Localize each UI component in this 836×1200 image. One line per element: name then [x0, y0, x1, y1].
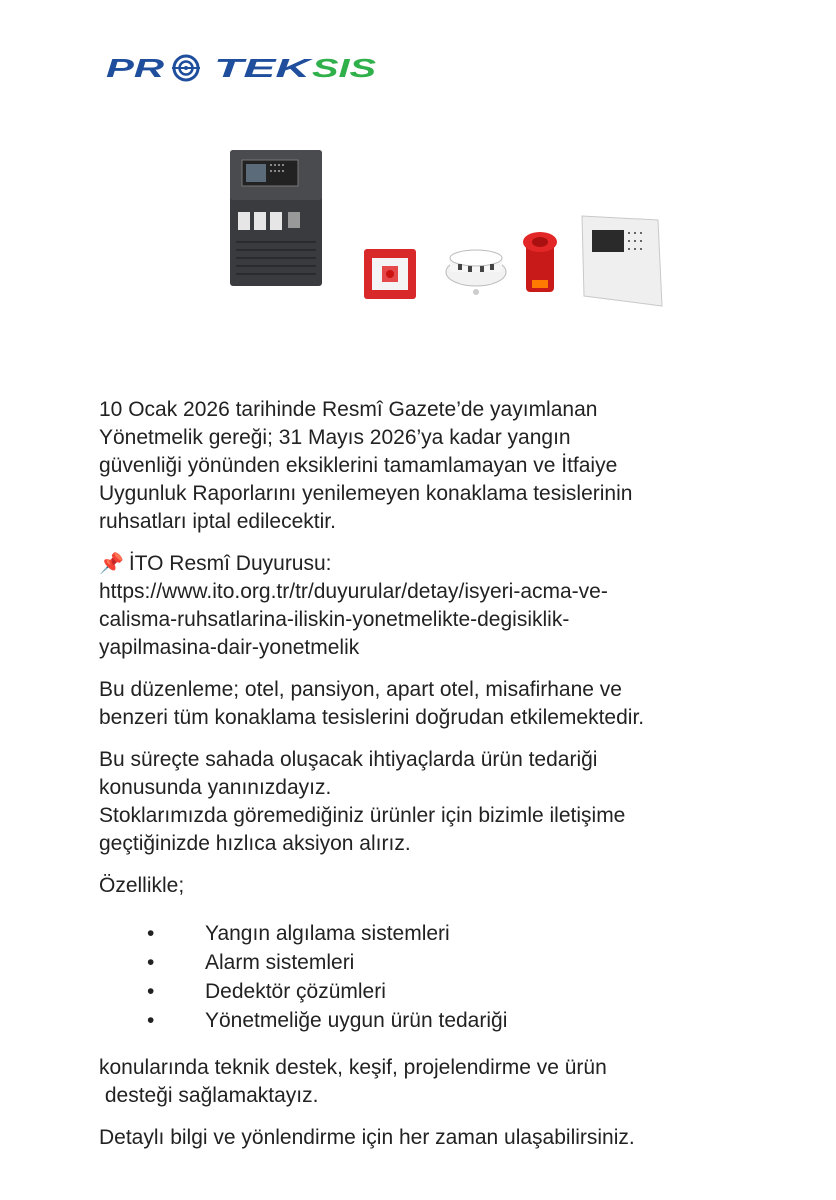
list-item: • Dedektör çözümleri	[147, 980, 386, 1003]
especially-heading: Özellikle;	[99, 874, 185, 897]
service-list	[99, 920, 759, 1036]
product-images	[222, 146, 672, 316]
list-item: • Alarm sistemleri	[147, 951, 355, 974]
svg-text:SIS: SIS	[312, 54, 377, 82]
contact-paragraph: Detaylı bilgi ve yönlendirme için her zaman ulaşabilirsiniz.	[99, 1126, 635, 1149]
scope-paragraph: Bu düzenleme; otel, pansiyon, apart otel, misafirhane ve benzeri tüm konaklama tesislerini doğrudan etkilemektedir.	[99, 678, 645, 729]
fire-alarm-panel-image	[230, 150, 322, 286]
list-item: • Yangın algılama sistemleri	[147, 922, 450, 945]
intro-paragraph: 10 Ocak 2026 tarihinde Resmî Gazete’de yayımlanan Yönetmelik gereği; 31 Mayıs 2026’ya kadar yangın güvenliği yönünden eksiklerini tamamlamayan ve İtfaiye Uygunluk Raporlarını yenilemeyen konaklama tesislerinin ruhsatları iptal edilecektir.	[99, 398, 633, 533]
announcement-url[interactable]: https://www.ito.org.tr/tr/duyurular/detay/isyeri-acma-ve- calisma-ruhsatlarina-iliskin-yonetmelikte-degisiklik- yapilmasina-dair-yonetmelik	[99, 580, 608, 659]
proteksis-logo	[106, 54, 378, 82]
announcement-label: İTO Resmî Duyurusu:	[123, 552, 332, 575]
svg-text:PR: PR	[106, 54, 165, 82]
services-paragraph: konularında teknik destek, keşif, projelendirme ve ürün desteği sağlamaktayız.	[99, 1056, 607, 1107]
pushpin-icon: 📌	[99, 553, 124, 575]
announcement-text	[99, 396, 759, 1152]
announcement-link-paragraph	[99, 550, 759, 662]
manual-call-point-image	[364, 249, 416, 299]
svg-text:TEK: TEK	[214, 54, 315, 82]
smoke-detector-image	[446, 250, 506, 295]
list-item: • Yönetmeliğe uygun ürün tedariği	[147, 1009, 508, 1032]
control-panel-white-image	[582, 216, 662, 306]
alarm-sounder-image	[523, 232, 557, 292]
support-paragraph: Bu süreçte sahada oluşacak ihtiyaçlarda ürün tedariği konusunda yanınızdayız. Stoklarımızda göremediğiniz ürünler için bizimle iletişime geçtiğinizde hızlıca aksiyon alırız.	[99, 748, 626, 855]
